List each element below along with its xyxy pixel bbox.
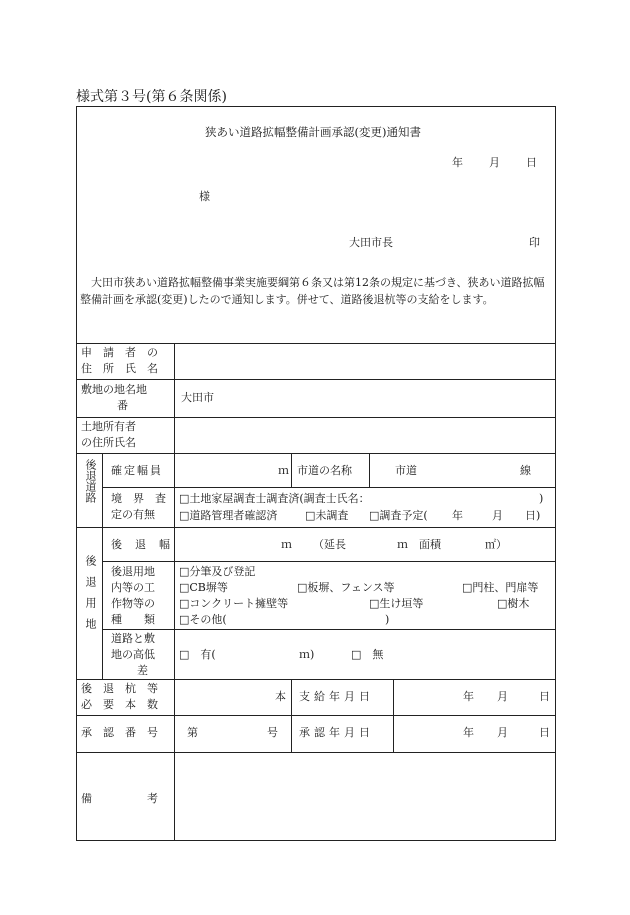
tree-checkbox[interactable]: □樹木 (497, 597, 530, 610)
survey-planned-checkbox[interactable]: □調査予定( (369, 509, 428, 522)
site-label (81, 382, 171, 414)
setback-width-label: 後 退 幅 (111, 538, 171, 551)
height-diff-label-line3: 差 (137, 664, 148, 677)
stakes-label-line2: 必 要 本 数 (81, 698, 158, 711)
supply-date-label: 支給年月日 (299, 690, 374, 703)
setback-land-label: 後退用地 (84, 555, 97, 639)
owner-label-line1: 土地所有者 (81, 420, 136, 433)
document-title: 狭あい道路拡幅整備計画承認(変更)通知書 (205, 125, 421, 139)
concrete-wall-checkbox[interactable]: □コンクリート擁壁等 (179, 597, 289, 610)
approval-year-label: 年 (463, 726, 474, 739)
structures-label-line2: 内等の工 (111, 581, 155, 594)
road-name-label: 市道の名称 (297, 464, 352, 477)
applicant-label (81, 345, 169, 377)
other-close-paren: ) (385, 613, 390, 626)
height-diff-label-line1: 道路と敷 (111, 632, 155, 645)
planned-year-label: 年 (452, 509, 463, 522)
applicant-label-line2: 住 所 氏 名 (81, 362, 158, 375)
setback-road-label: 後退道路 (84, 459, 97, 503)
approval-month-label: 月 (497, 726, 508, 739)
area-label: 面積 (419, 538, 441, 551)
notice-body: 大田市狭あい道路拡幅整備事業実施要綱第６条又は第12条の規定に基づき、狭あい道路拡幅整備計画を承認(変更)したので通知します。併せて、道路後退杭等の支給をします。 (80, 276, 545, 306)
owner-label-line2: の住所氏名 (81, 436, 136, 449)
height-diff-label (111, 631, 173, 679)
height-yes-checkbox[interactable]: □ 有( (179, 648, 216, 661)
applicant-label-line1: 申 請 者 の (81, 346, 158, 359)
structures-label-line3: 作物等の (111, 597, 155, 610)
rule (77, 453, 555, 454)
remarks-label: 備 考 (81, 792, 158, 805)
rule (102, 561, 555, 562)
rule (77, 343, 555, 344)
approval-number-suffix: 号 (267, 726, 278, 739)
date-day-label: 日 (526, 156, 537, 169)
gate-checkbox[interactable]: □門柱、門扉等 (462, 581, 539, 594)
issuer-name: 大田市長 (349, 236, 393, 249)
boundary-label-line1: 境 界 査 (111, 492, 166, 505)
rule (102, 629, 555, 630)
rule (77, 752, 555, 753)
height-yes-unit: ｍ) (299, 648, 315, 661)
form-number-label: 様式第３号(第６条関係) (76, 89, 227, 105)
supply-month-label: 月 (497, 690, 508, 703)
subdivision-checkbox[interactable]: □分筆及び登記 (179, 565, 256, 578)
boundary-label-line2: 定の有無 (111, 508, 155, 521)
not-surveyed-checkbox[interactable]: □未調査 (305, 509, 349, 522)
height-diff-label-line2: 地の高低 (111, 648, 155, 661)
stakes-unit: 本 (275, 690, 286, 703)
approval-number-prefix: 第 (187, 726, 198, 739)
rule (393, 679, 394, 752)
rule (291, 679, 292, 752)
boundary-label (111, 491, 171, 523)
approval-date-label: 承認年月日 (299, 726, 374, 739)
site-label-line2: 番 (117, 399, 128, 412)
date-year-label: 年 (452, 156, 463, 169)
other-checkbox[interactable]: □その他( (179, 613, 227, 626)
owner-label (81, 419, 171, 451)
planned-day-label: 日) (525, 509, 541, 522)
date-month-label: 月 (489, 156, 500, 169)
manager-checkbox-option[interactable]: □道路管理者確認済 (179, 509, 278, 522)
approval-number-label: 承 認 番 号 (81, 726, 158, 739)
road-suffix: 線 (520, 464, 531, 477)
supply-day-label: 日 (539, 690, 550, 703)
stakes-label (81, 681, 173, 713)
seal-mark: 印 (529, 236, 540, 249)
rule (77, 679, 555, 680)
cb-wall-checkbox[interactable]: □CB塀等 (179, 581, 228, 594)
survey-checkbox-option[interactable]: □土地家屋調査士調査済(調査士氏名： (179, 492, 370, 505)
stakes-label-line1: 後 退 杭 等 (81, 682, 158, 695)
rule (369, 453, 370, 487)
rule (291, 453, 292, 487)
addressee-suffix: 様 (199, 190, 210, 203)
rule (77, 715, 555, 716)
rule (174, 343, 175, 840)
confirmed-width-label: 確定幅員 (111, 464, 163, 477)
notification-form (76, 106, 556, 841)
structures-label (111, 564, 173, 628)
approval-day-label: 日 (539, 726, 550, 739)
rule (102, 453, 103, 679)
width-unit: ｍ (278, 464, 289, 477)
rule (77, 417, 555, 418)
length-unit: ｍ (397, 538, 408, 551)
area-unit: ㎡） (485, 538, 507, 551)
supply-year-label: 年 (463, 690, 474, 703)
fence-checkbox[interactable]: □板塀、フェンス等 (297, 581, 395, 594)
rule (102, 487, 555, 488)
length-label: （延長 (313, 538, 346, 551)
hedge-checkbox[interactable]: □生け垣等 (369, 597, 424, 610)
site-value: 大田市 (181, 391, 214, 404)
rule (77, 379, 555, 380)
survey-close-paren: ) (539, 492, 544, 505)
site-label-line1: 敷地の地名地 (81, 383, 147, 396)
setback-width-unit: ｍ (281, 538, 292, 551)
structures-label-line4: 種 類 (111, 613, 155, 626)
height-no-checkbox[interactable]: □ 無 (351, 648, 384, 661)
structures-label-line1: 後退用地 (111, 565, 155, 578)
planned-month-label: 月 (492, 509, 503, 522)
rule (77, 527, 555, 528)
road-prefix: 市道 (395, 464, 417, 477)
